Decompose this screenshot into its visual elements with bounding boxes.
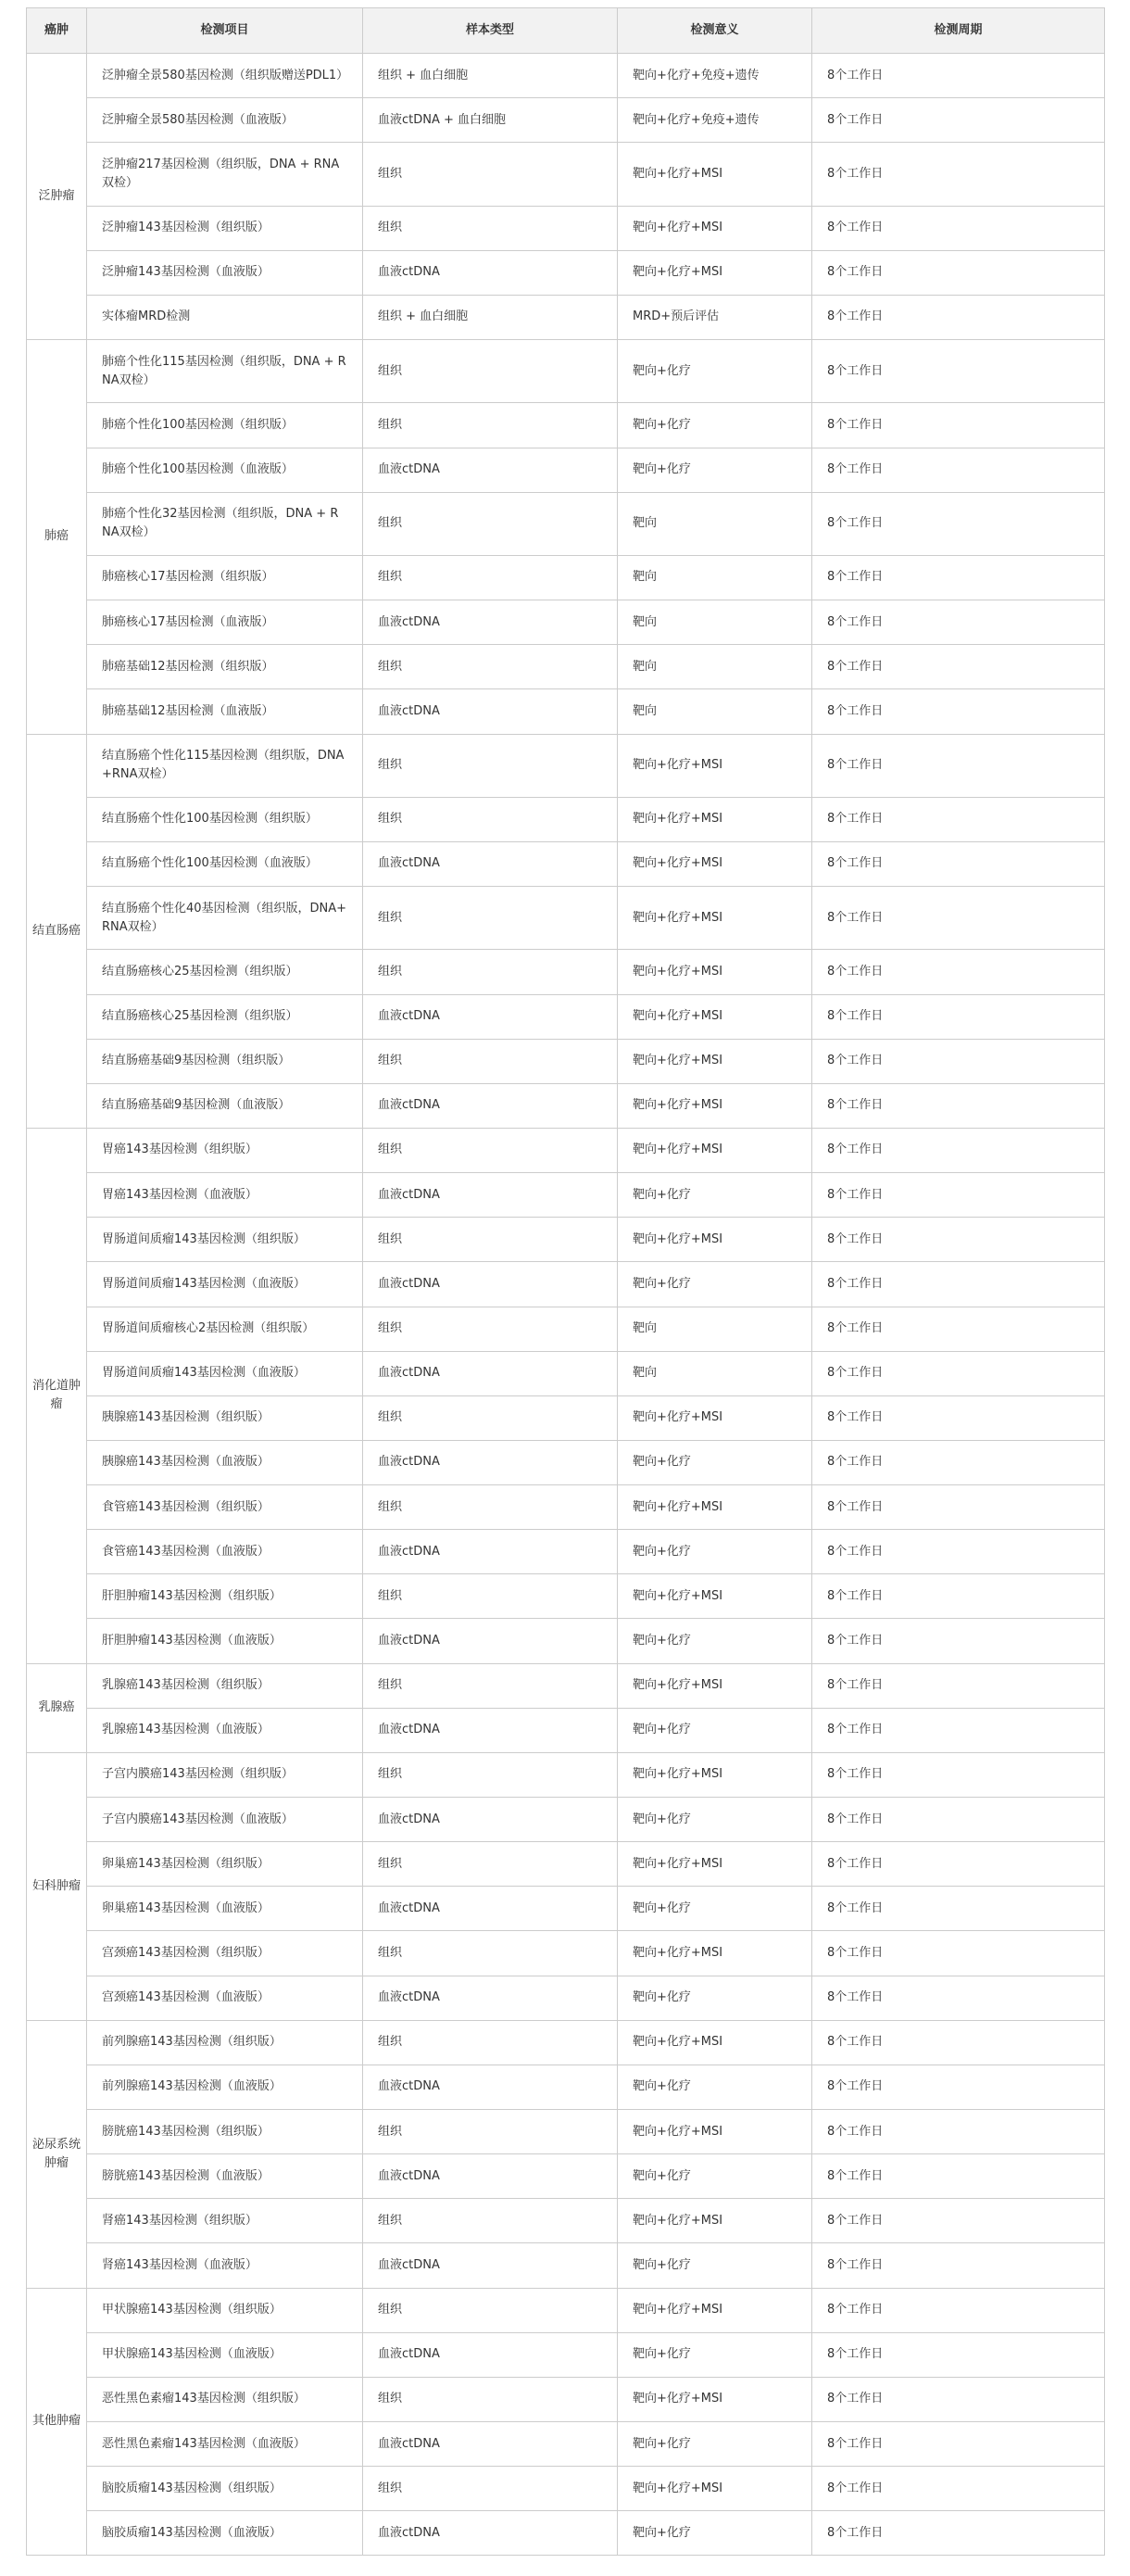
- table-row: [27, 98, 1105, 143]
- table-row: [27, 2243, 1105, 2288]
- period-cell: 8个工作日: [812, 1128, 1105, 1172]
- sample-type-cell: 血液ctDNA: [363, 2154, 618, 2199]
- cancer-type-cell: 结直肠癌: [27, 734, 87, 1128]
- table-row: [27, 645, 1105, 689]
- sample-type-cell: 组织: [363, 1218, 618, 1262]
- gene-test-table: [26, 7, 1105, 2556]
- table-row: [27, 1530, 1105, 1574]
- period-cell: 8个工作日: [812, 1083, 1105, 1128]
- significance-cell: 靶向+化疗+MSI: [618, 2288, 812, 2332]
- period-cell: 8个工作日: [812, 1351, 1105, 1395]
- sample-type-cell: 组织: [363, 645, 618, 689]
- column-header-period: 检测周期: [812, 8, 1105, 54]
- test-item-cell: 胃肠道间质瘤143基因检测（血液版）: [87, 1262, 363, 1307]
- table-row: [27, 1663, 1105, 1708]
- test-item-cell: 膀胱癌143基因检测（组织版）: [87, 2110, 363, 2154]
- significance-cell: 靶向+化疗: [618, 448, 812, 492]
- test-item-cell: 肺癌基础12基因检测（血液版）: [87, 689, 363, 734]
- sample-type-cell: 组织: [363, 143, 618, 206]
- sample-type-cell: 组织: [363, 734, 618, 797]
- table-row: [27, 797, 1105, 841]
- test-table-body: [27, 54, 1105, 2556]
- test-item-cell: 甲状腺癌143基因检测（血液版）: [87, 2332, 363, 2377]
- significance-cell: 靶向+化疗: [618, 1798, 812, 1842]
- period-cell: 8个工作日: [812, 1798, 1105, 1842]
- period-cell: 8个工作日: [812, 555, 1105, 600]
- test-item-cell: 结直肠癌基础9基因检测（血液版）: [87, 1083, 363, 1128]
- table-row: [27, 734, 1105, 797]
- sample-type-cell: 组织 + 血白细胞: [363, 295, 618, 339]
- period-cell: 8个工作日: [812, 2288, 1105, 2332]
- period-cell: 8个工作日: [812, 448, 1105, 492]
- table-row: [27, 1395, 1105, 1440]
- cancer-type-cell: 消化道肿瘤: [27, 1128, 87, 1663]
- period-cell: 8个工作日: [812, 2377, 1105, 2421]
- test-item-cell: 胃癌143基因检测（血液版）: [87, 1173, 363, 1218]
- table-row: [27, 555, 1105, 600]
- table-row: [27, 841, 1105, 886]
- test-item-cell: 肺癌核心17基因检测（组织版）: [87, 555, 363, 600]
- period-cell: 8个工作日: [812, 340, 1105, 403]
- significance-cell: 靶向+化疗+MSI: [618, 887, 812, 950]
- significance-cell: 靶向: [618, 600, 812, 645]
- test-item-cell: 结直肠癌核心25基因检测（组织版）: [87, 950, 363, 994]
- sample-type-cell: 组织: [363, 1663, 618, 1708]
- sample-type-cell: 组织: [363, 2020, 618, 2065]
- column-header-significance: 检测意义: [618, 8, 812, 54]
- sample-type-cell: 组织: [363, 555, 618, 600]
- period-cell: 8个工作日: [812, 1976, 1105, 2020]
- sample-type-cell: 血液ctDNA: [363, 2332, 618, 2377]
- significance-cell: 靶向+化疗: [618, 1619, 812, 1663]
- significance-cell: 靶向: [618, 689, 812, 734]
- sample-type-cell: 组织: [363, 2467, 618, 2511]
- test-item-cell: 结直肠癌个性化115基因检测（组织版，DNA+RNA双检）: [87, 734, 363, 797]
- sample-type-cell: 血液ctDNA: [363, 1440, 618, 1484]
- significance-cell: 靶向+化疗+MSI: [618, 2199, 812, 2243]
- test-item-cell: 肺癌个性化100基因检测（血液版）: [87, 448, 363, 492]
- sample-type-cell: 血液ctDNA: [363, 994, 618, 1039]
- sample-type-cell: 组织: [363, 1752, 618, 1797]
- test-item-cell: 肾癌143基因检测（组织版）: [87, 2199, 363, 2243]
- sample-type-cell: 组织: [363, 887, 618, 950]
- sample-type-cell: 血液ctDNA: [363, 1798, 618, 1842]
- table-row: [27, 1351, 1105, 1395]
- period-cell: 8个工作日: [812, 2422, 1105, 2467]
- test-item-cell: 脑胶质瘤143基因检测（血液版）: [87, 2511, 363, 2556]
- period-cell: 8个工作日: [812, 1218, 1105, 1262]
- significance-cell: 靶向+化疗: [618, 2422, 812, 2467]
- period-cell: 8个工作日: [812, 2467, 1105, 2511]
- significance-cell: 靶向+化疗: [618, 1262, 812, 1307]
- test-item-cell: 肺癌个性化100基因检测（组织版）: [87, 403, 363, 448]
- test-item-cell: 宫颈癌143基因检测（血液版）: [87, 1976, 363, 2020]
- table-row: [27, 1752, 1105, 1797]
- period-cell: 8个工作日: [812, 994, 1105, 1039]
- period-cell: 8个工作日: [812, 2511, 1105, 2556]
- test-item-cell: 脑胶质瘤143基因检测（组织版）: [87, 2467, 363, 2511]
- table-row: [27, 1083, 1105, 1128]
- test-item-cell: 肝胆肿瘤143基因检测（血液版）: [87, 1619, 363, 1663]
- cancer-type-cell: 其他肿瘤: [27, 2288, 87, 2556]
- period-cell: 8个工作日: [812, 1039, 1105, 1083]
- test-item-cell: 实体瘤MRD检测: [87, 295, 363, 339]
- test-item-cell: 结直肠癌个性化100基因检测（组织版）: [87, 797, 363, 841]
- test-item-cell: 肺癌基础12基因检测（组织版）: [87, 645, 363, 689]
- sample-type-cell: 组织: [363, 2199, 618, 2243]
- table-row: [27, 2332, 1105, 2377]
- table-row: [27, 2511, 1105, 2556]
- period-cell: 8个工作日: [812, 887, 1105, 950]
- test-item-cell: 卵巢癌143基因检测（血液版）: [87, 1887, 363, 1931]
- table-row: [27, 2154, 1105, 2199]
- test-item-cell: 胃癌143基因检测（组织版）: [87, 1128, 363, 1172]
- significance-cell: 靶向+化疗+MSI: [618, 994, 812, 1039]
- period-cell: 8个工作日: [812, 295, 1105, 339]
- test-item-cell: 肾癌143基因检测（血液版）: [87, 2243, 363, 2288]
- table-row: [27, 295, 1105, 339]
- significance-cell: 靶向+化疗: [618, 1976, 812, 2020]
- table-row: [27, 994, 1105, 1039]
- test-item-cell: 甲状腺癌143基因检测（组织版）: [87, 2288, 363, 2332]
- significance-cell: 靶向+化疗+MSI: [618, 1752, 812, 1797]
- table-row: [27, 1708, 1105, 1752]
- sample-type-cell: 血液ctDNA: [363, 841, 618, 886]
- cancer-type-cell: 泛肿瘤: [27, 54, 87, 340]
- sample-type-cell: 组织: [363, 950, 618, 994]
- test-item-cell: 前列腺癌143基因检测（血液版）: [87, 2065, 363, 2109]
- period-cell: 8个工作日: [812, 2199, 1105, 2243]
- test-item-cell: 恶性黑色素瘤143基因检测（血液版）: [87, 2422, 363, 2467]
- period-cell: 8个工作日: [812, 1262, 1105, 1307]
- table-row: [27, 403, 1105, 448]
- sample-type-cell: 血液ctDNA + 血白细胞: [363, 98, 618, 143]
- significance-cell: 靶向: [618, 1307, 812, 1351]
- table-row: [27, 1887, 1105, 1931]
- sample-type-cell: 血液ctDNA: [363, 2511, 618, 2556]
- table-row: [27, 689, 1105, 734]
- significance-cell: 靶向+化疗+MSI: [618, 1485, 812, 1530]
- significance-cell: 靶向+化疗+免疫+遗传: [618, 98, 812, 143]
- significance-cell: 靶向+化疗+MSI: [618, 2467, 812, 2511]
- significance-cell: 靶向+化疗+MSI: [618, 1395, 812, 1440]
- period-cell: 8个工作日: [812, 1842, 1105, 1887]
- period-cell: 8个工作日: [812, 950, 1105, 994]
- significance-cell: 靶向+化疗+MSI: [618, 1083, 812, 1128]
- period-cell: 8个工作日: [812, 403, 1105, 448]
- sample-type-cell: 血液ctDNA: [363, 250, 618, 295]
- test-item-cell: 肺癌个性化115基因检测（组织版，DNA + RNA双检）: [87, 340, 363, 403]
- cancer-type-cell: 妇科肿瘤: [27, 1752, 87, 2020]
- sample-type-cell: 组织: [363, 2110, 618, 2154]
- period-cell: 8个工作日: [812, 645, 1105, 689]
- table-row: [27, 1262, 1105, 1307]
- test-item-cell: 肺癌核心17基因检测（血液版）: [87, 600, 363, 645]
- period-cell: 8个工作日: [812, 2020, 1105, 2065]
- period-cell: 8个工作日: [812, 2332, 1105, 2377]
- sample-type-cell: 血液ctDNA: [363, 1173, 618, 1218]
- sample-type-cell: 组织: [363, 403, 618, 448]
- test-item-cell: 结直肠癌个性化100基因检测（血液版）: [87, 841, 363, 886]
- period-cell: 8个工作日: [812, 1440, 1105, 1484]
- cancer-type-cell: 乳腺癌: [27, 1663, 87, 1752]
- test-item-cell: 胃肠道间质瘤核心2基因检测（组织版）: [87, 1307, 363, 1351]
- period-cell: 8个工作日: [812, 1173, 1105, 1218]
- period-cell: 8个工作日: [812, 1931, 1105, 1976]
- cancer-type-cell: 肺癌: [27, 340, 87, 734]
- significance-cell: 靶向+化疗+MSI: [618, 206, 812, 250]
- period-cell: 8个工作日: [812, 2110, 1105, 2154]
- table-row: [27, 2377, 1105, 2421]
- significance-cell: 靶向+化疗+MSI: [618, 1663, 812, 1708]
- column-header-sample-type: 样本类型: [363, 8, 618, 54]
- table-row: [27, 340, 1105, 403]
- table-row: [27, 600, 1105, 645]
- significance-cell: 靶向+化疗+MSI: [618, 841, 812, 886]
- significance-cell: 靶向+化疗: [618, 403, 812, 448]
- sample-type-cell: 组织: [363, 2288, 618, 2332]
- test-item-cell: 胰腺癌143基因检测（组织版）: [87, 1395, 363, 1440]
- table-row: [27, 2288, 1105, 2332]
- significance-cell: 靶向+化疗+MSI: [618, 1842, 812, 1887]
- significance-cell: 靶向+化疗: [618, 2332, 812, 2377]
- test-item-cell: 乳腺癌143基因检测（组织版）: [87, 1663, 363, 1708]
- period-cell: 8个工作日: [812, 1887, 1105, 1931]
- test-item-cell: 乳腺癌143基因检测（血液版）: [87, 1708, 363, 1752]
- test-item-cell: 肝胆肿瘤143基因检测（组织版）: [87, 1574, 363, 1619]
- table-row: [27, 1842, 1105, 1887]
- table-header: [27, 8, 1105, 54]
- period-cell: 8个工作日: [812, 1307, 1105, 1351]
- table-row: [27, 1440, 1105, 1484]
- sample-type-cell: 组织 + 血白细胞: [363, 54, 618, 98]
- test-item-cell: 泛肿瘤217基因检测（组织版，DNA + RNA双检）: [87, 143, 363, 206]
- sample-type-cell: 组织: [363, 1485, 618, 1530]
- test-item-cell: 胃肠道间质瘤143基因检测（血液版）: [87, 1351, 363, 1395]
- table-row: [27, 1574, 1105, 1619]
- significance-cell: 靶向: [618, 492, 812, 555]
- sample-type-cell: 组织: [363, 340, 618, 403]
- period-cell: 8个工作日: [812, 689, 1105, 734]
- sample-type-cell: 血液ctDNA: [363, 1083, 618, 1128]
- table-row: [27, 1976, 1105, 2020]
- sample-type-cell: 血液ctDNA: [363, 1708, 618, 1752]
- significance-cell: 靶向+化疗+MSI: [618, 797, 812, 841]
- test-item-cell: 恶性黑色素瘤143基因检测（组织版）: [87, 2377, 363, 2421]
- sample-type-cell: 组织: [363, 1039, 618, 1083]
- sample-type-cell: 血液ctDNA: [363, 2422, 618, 2467]
- test-item-cell: 泛肿瘤143基因检测（组织版）: [87, 206, 363, 250]
- sample-type-cell: 组织: [363, 1128, 618, 1172]
- column-header-cancer: 癌肿: [27, 8, 87, 54]
- period-cell: 8个工作日: [812, 98, 1105, 143]
- table-row: [27, 2065, 1105, 2109]
- period-cell: 8个工作日: [812, 1708, 1105, 1752]
- column-header-test-item: 检测项目: [87, 8, 363, 54]
- significance-cell: 靶向+化疗: [618, 2154, 812, 2199]
- table-row: [27, 2020, 1105, 2065]
- sample-type-cell: 组织: [363, 492, 618, 555]
- test-item-cell: 结直肠癌核心25基因检测（组织版）: [87, 994, 363, 1039]
- sample-type-cell: 血液ctDNA: [363, 2243, 618, 2288]
- cancer-type-cell: 泌尿系统肿瘤: [27, 2020, 87, 2288]
- test-item-cell: 胰腺癌143基因检测（血液版）: [87, 1440, 363, 1484]
- significance-cell: 靶向+化疗: [618, 1440, 812, 1484]
- table-row: [27, 250, 1105, 295]
- period-cell: 8个工作日: [812, 54, 1105, 98]
- sample-type-cell: 血液ctDNA: [363, 1619, 618, 1663]
- significance-cell: 靶向+化疗+MSI: [618, 1128, 812, 1172]
- table-row: [27, 448, 1105, 492]
- period-cell: 8个工作日: [812, 1574, 1105, 1619]
- sample-type-cell: 血液ctDNA: [363, 1351, 618, 1395]
- table-row: [27, 887, 1105, 950]
- table-row: [27, 1619, 1105, 1663]
- table-row: [27, 1128, 1105, 1172]
- significance-cell: 靶向+化疗: [618, 1708, 812, 1752]
- test-item-cell: 结直肠癌基础9基因检测（组织版）: [87, 1039, 363, 1083]
- period-cell: 8个工作日: [812, 1752, 1105, 1797]
- test-item-cell: 膀胱癌143基因检测（血液版）: [87, 2154, 363, 2199]
- significance-cell: 靶向+化疗+MSI: [618, 1931, 812, 1976]
- sample-type-cell: 血液ctDNA: [363, 1976, 618, 2020]
- test-item-cell: 子宫内膜癌143基因检测（血液版）: [87, 1798, 363, 1842]
- test-item-cell: 食管癌143基因检测（组织版）: [87, 1485, 363, 1530]
- period-cell: 8个工作日: [812, 841, 1105, 886]
- period-cell: 8个工作日: [812, 1530, 1105, 1574]
- significance-cell: 靶向+化疗+MSI: [618, 1574, 812, 1619]
- significance-cell: 靶向+化疗+MSI: [618, 1039, 812, 1083]
- sample-type-cell: 组织: [363, 1395, 618, 1440]
- table-row: [27, 2467, 1105, 2511]
- sample-type-cell: 血液ctDNA: [363, 689, 618, 734]
- significance-cell: 靶向+化疗: [618, 1173, 812, 1218]
- table-row: [27, 950, 1105, 994]
- sample-type-cell: 血液ctDNA: [363, 1887, 618, 1931]
- significance-cell: 靶向+化疗+MSI: [618, 950, 812, 994]
- table-row: [27, 143, 1105, 206]
- sample-type-cell: 组织: [363, 1307, 618, 1351]
- period-cell: 8个工作日: [812, 1485, 1105, 1530]
- significance-cell: 靶向: [618, 1351, 812, 1395]
- significance-cell: 靶向+化疗: [618, 2065, 812, 2109]
- test-item-cell: 子宫内膜癌143基因检测（组织版）: [87, 1752, 363, 1797]
- table-row: [27, 1307, 1105, 1351]
- table-row: [27, 2199, 1105, 2243]
- sample-type-cell: 组织: [363, 1574, 618, 1619]
- significance-cell: MRD+预后评估: [618, 295, 812, 339]
- test-item-cell: 胃肠道间质瘤143基因检测（组织版）: [87, 1218, 363, 1262]
- period-cell: 8个工作日: [812, 492, 1105, 555]
- significance-cell: 靶向+化疗+MSI: [618, 143, 812, 206]
- test-item-cell: 卵巢癌143基因检测（组织版）: [87, 1842, 363, 1887]
- table-row: [27, 2422, 1105, 2467]
- test-item-cell: 泛肿瘤143基因检测（血液版）: [87, 250, 363, 295]
- sample-type-cell: 组织: [363, 1931, 618, 1976]
- sample-type-cell: 血液ctDNA: [363, 448, 618, 492]
- sample-type-cell: 血液ctDNA: [363, 1262, 618, 1307]
- significance-cell: 靶向+化疗+MSI: [618, 734, 812, 797]
- sample-type-cell: 血液ctDNA: [363, 2065, 618, 2109]
- significance-cell: 靶向+化疗: [618, 340, 812, 403]
- sample-type-cell: 血液ctDNA: [363, 600, 618, 645]
- period-cell: 8个工作日: [812, 1619, 1105, 1663]
- period-cell: 8个工作日: [812, 1663, 1105, 1708]
- table-row: [27, 492, 1105, 555]
- test-item-cell: 食管癌143基因检测（血液版）: [87, 1530, 363, 1574]
- table-row: [27, 1173, 1105, 1218]
- significance-cell: 靶向+化疗+MSI: [618, 1218, 812, 1262]
- sample-type-cell: 组织: [363, 797, 618, 841]
- table-row: [27, 2110, 1105, 2154]
- significance-cell: 靶向+化疗+MSI: [618, 250, 812, 295]
- sample-type-cell: 组织: [363, 1842, 618, 1887]
- significance-cell: 靶向+化疗+免疫+遗传: [618, 54, 812, 98]
- period-cell: 8个工作日: [812, 797, 1105, 841]
- significance-cell: 靶向+化疗+MSI: [618, 2377, 812, 2421]
- test-item-cell: 肺癌个性化32基因检测（组织版，DNA + RNA双检）: [87, 492, 363, 555]
- significance-cell: 靶向: [618, 555, 812, 600]
- test-item-cell: 前列腺癌143基因检测（组织版）: [87, 2020, 363, 2065]
- sample-type-cell: 组织: [363, 2377, 618, 2421]
- period-cell: 8个工作日: [812, 2154, 1105, 2199]
- table-row: [27, 1798, 1105, 1842]
- period-cell: 8个工作日: [812, 206, 1105, 250]
- period-cell: 8个工作日: [812, 1395, 1105, 1440]
- test-item-cell: 结直肠癌个性化40基因检测（组织版，DNA+RNA双检）: [87, 887, 363, 950]
- test-item-cell: 泛肿瘤全景580基因检测（组织版赠送PDL1）: [87, 54, 363, 98]
- table-row: [27, 1931, 1105, 1976]
- period-cell: 8个工作日: [812, 734, 1105, 797]
- sample-type-cell: 血液ctDNA: [363, 1530, 618, 1574]
- significance-cell: 靶向+化疗: [618, 1887, 812, 1931]
- test-item-cell: 宫颈癌143基因检测（组织版）: [87, 1931, 363, 1976]
- header-row: [27, 8, 1105, 54]
- test-item-cell: 泛肿瘤全景580基因检测（血液版）: [87, 98, 363, 143]
- table-row: [27, 206, 1105, 250]
- table-row: [27, 1485, 1105, 1530]
- table-row: [27, 1039, 1105, 1083]
- table-row: [27, 54, 1105, 98]
- significance-cell: 靶向+化疗+MSI: [618, 2020, 812, 2065]
- period-cell: 8个工作日: [812, 2243, 1105, 2288]
- period-cell: 8个工作日: [812, 600, 1105, 645]
- period-cell: 8个工作日: [812, 250, 1105, 295]
- significance-cell: 靶向: [618, 645, 812, 689]
- period-cell: 8个工作日: [812, 2065, 1105, 2109]
- table-row: [27, 1218, 1105, 1262]
- sample-type-cell: 组织: [363, 206, 618, 250]
- significance-cell: 靶向+化疗: [618, 2243, 812, 2288]
- significance-cell: 靶向+化疗: [618, 2511, 812, 2556]
- significance-cell: 靶向+化疗+MSI: [618, 2110, 812, 2154]
- significance-cell: 靶向+化疗: [618, 1530, 812, 1574]
- period-cell: 8个工作日: [812, 143, 1105, 206]
